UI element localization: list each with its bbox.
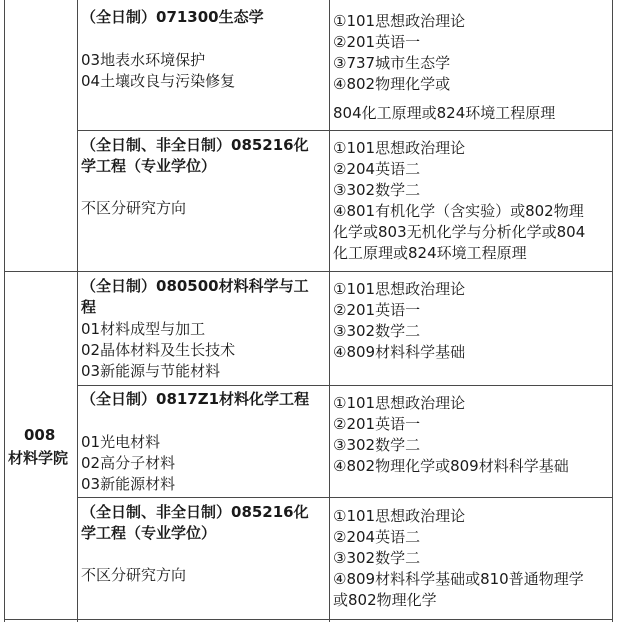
exam-item: ④802物理化学或 — [333, 75, 451, 93]
college-name: 材料学院 — [8, 449, 69, 467]
exam-item: ④801有机化学（含实验）或802物理 — [333, 202, 584, 220]
exam-subjects — [333, 393, 569, 477]
exam-item: ④802物理化学或809材料科学基础 — [333, 457, 569, 475]
exam-item: ①101思想政治理论 — [333, 12, 466, 30]
direction-item: 03地表水环境保护 — [81, 51, 206, 69]
research-directions — [81, 565, 186, 586]
exam-item: ③302数学二 — [333, 549, 421, 567]
exam-subjects — [333, 279, 465, 363]
row-divider — [77, 497, 613, 498]
direction-item: 03新能源与节能材料 — [81, 362, 221, 380]
table-divider-program — [329, 0, 330, 622]
row-divider — [77, 385, 613, 386]
exam-item: ②201英语一 — [333, 33, 421, 51]
exam-item: ①101思想政治理论 — [333, 394, 466, 412]
research-directions — [81, 432, 175, 495]
table-border-bottom — [4, 619, 613, 620]
research-directions — [81, 198, 186, 219]
exam-item: ①101思想政治理论 — [333, 139, 466, 157]
exam-item: ③302数学二 — [333, 436, 421, 454]
direction-item: 04土壤改良与污染修复 — [81, 72, 236, 90]
direction-item: 03新能源材料 — [81, 475, 176, 493]
direction-item: 不区分研究方向 — [81, 566, 187, 584]
program-title: （全日制）0817Z1材料化学工程 — [81, 390, 310, 408]
exam-item: ②204英语二 — [333, 528, 421, 546]
exam-item: ④809材料科学基础或810普通物理学 — [333, 570, 584, 588]
exam-subjects — [333, 506, 584, 611]
exam-item: 化工原理或824环境工程原理 — [333, 244, 527, 262]
row-divider-college — [4, 271, 613, 272]
table-divider-college — [77, 0, 78, 622]
program-title: （全日制、非全日制）085216化 学工程（专业学位） — [81, 136, 309, 175]
exam-item: ①101思想政治理论 — [333, 507, 466, 525]
college-code: 008 — [24, 426, 56, 444]
direction-item: 01光电材料 — [81, 433, 161, 451]
exam-item: 或802物理化学 — [333, 591, 437, 609]
program-title: （全日制、非全日制）085216化 学工程（专业学位） — [81, 503, 309, 542]
table-border-right — [612, 0, 613, 622]
research-directions — [81, 50, 235, 92]
exam-subjects — [333, 11, 465, 95]
exam-item: ③737城市生态学 — [333, 54, 451, 72]
direction-item: 不区分研究方向 — [81, 199, 187, 217]
table-border-left — [4, 0, 5, 622]
exam-item: ②204英语二 — [333, 160, 421, 178]
exam-item: ②201英语一 — [333, 415, 421, 433]
program-title: （全日制）080500材料科学与工 程 — [81, 277, 309, 316]
exam-subjects — [333, 138, 585, 264]
exam-item: ④809材料科学基础 — [333, 343, 466, 361]
exam-item: ②201英语一 — [333, 301, 421, 319]
direction-item: 02高分子材料 — [81, 454, 176, 472]
exam-item: 化学或803无机化学与分析化学或804 — [333, 223, 586, 241]
row-divider — [77, 130, 613, 131]
exam-item: ①101思想政治理论 — [333, 280, 466, 298]
program-title: （全日制）071300生态学 — [81, 8, 264, 26]
direction-item: 02晶体材料及生长技术 — [81, 341, 236, 359]
exam-item: ③302数学二 — [333, 322, 421, 340]
direction-item: 01材料成型与加工 — [81, 320, 206, 338]
exam-item: ③302数学二 — [333, 181, 421, 199]
exam-item: 804化工原理或824环境工程原理 — [333, 104, 556, 122]
research-directions — [81, 319, 235, 382]
